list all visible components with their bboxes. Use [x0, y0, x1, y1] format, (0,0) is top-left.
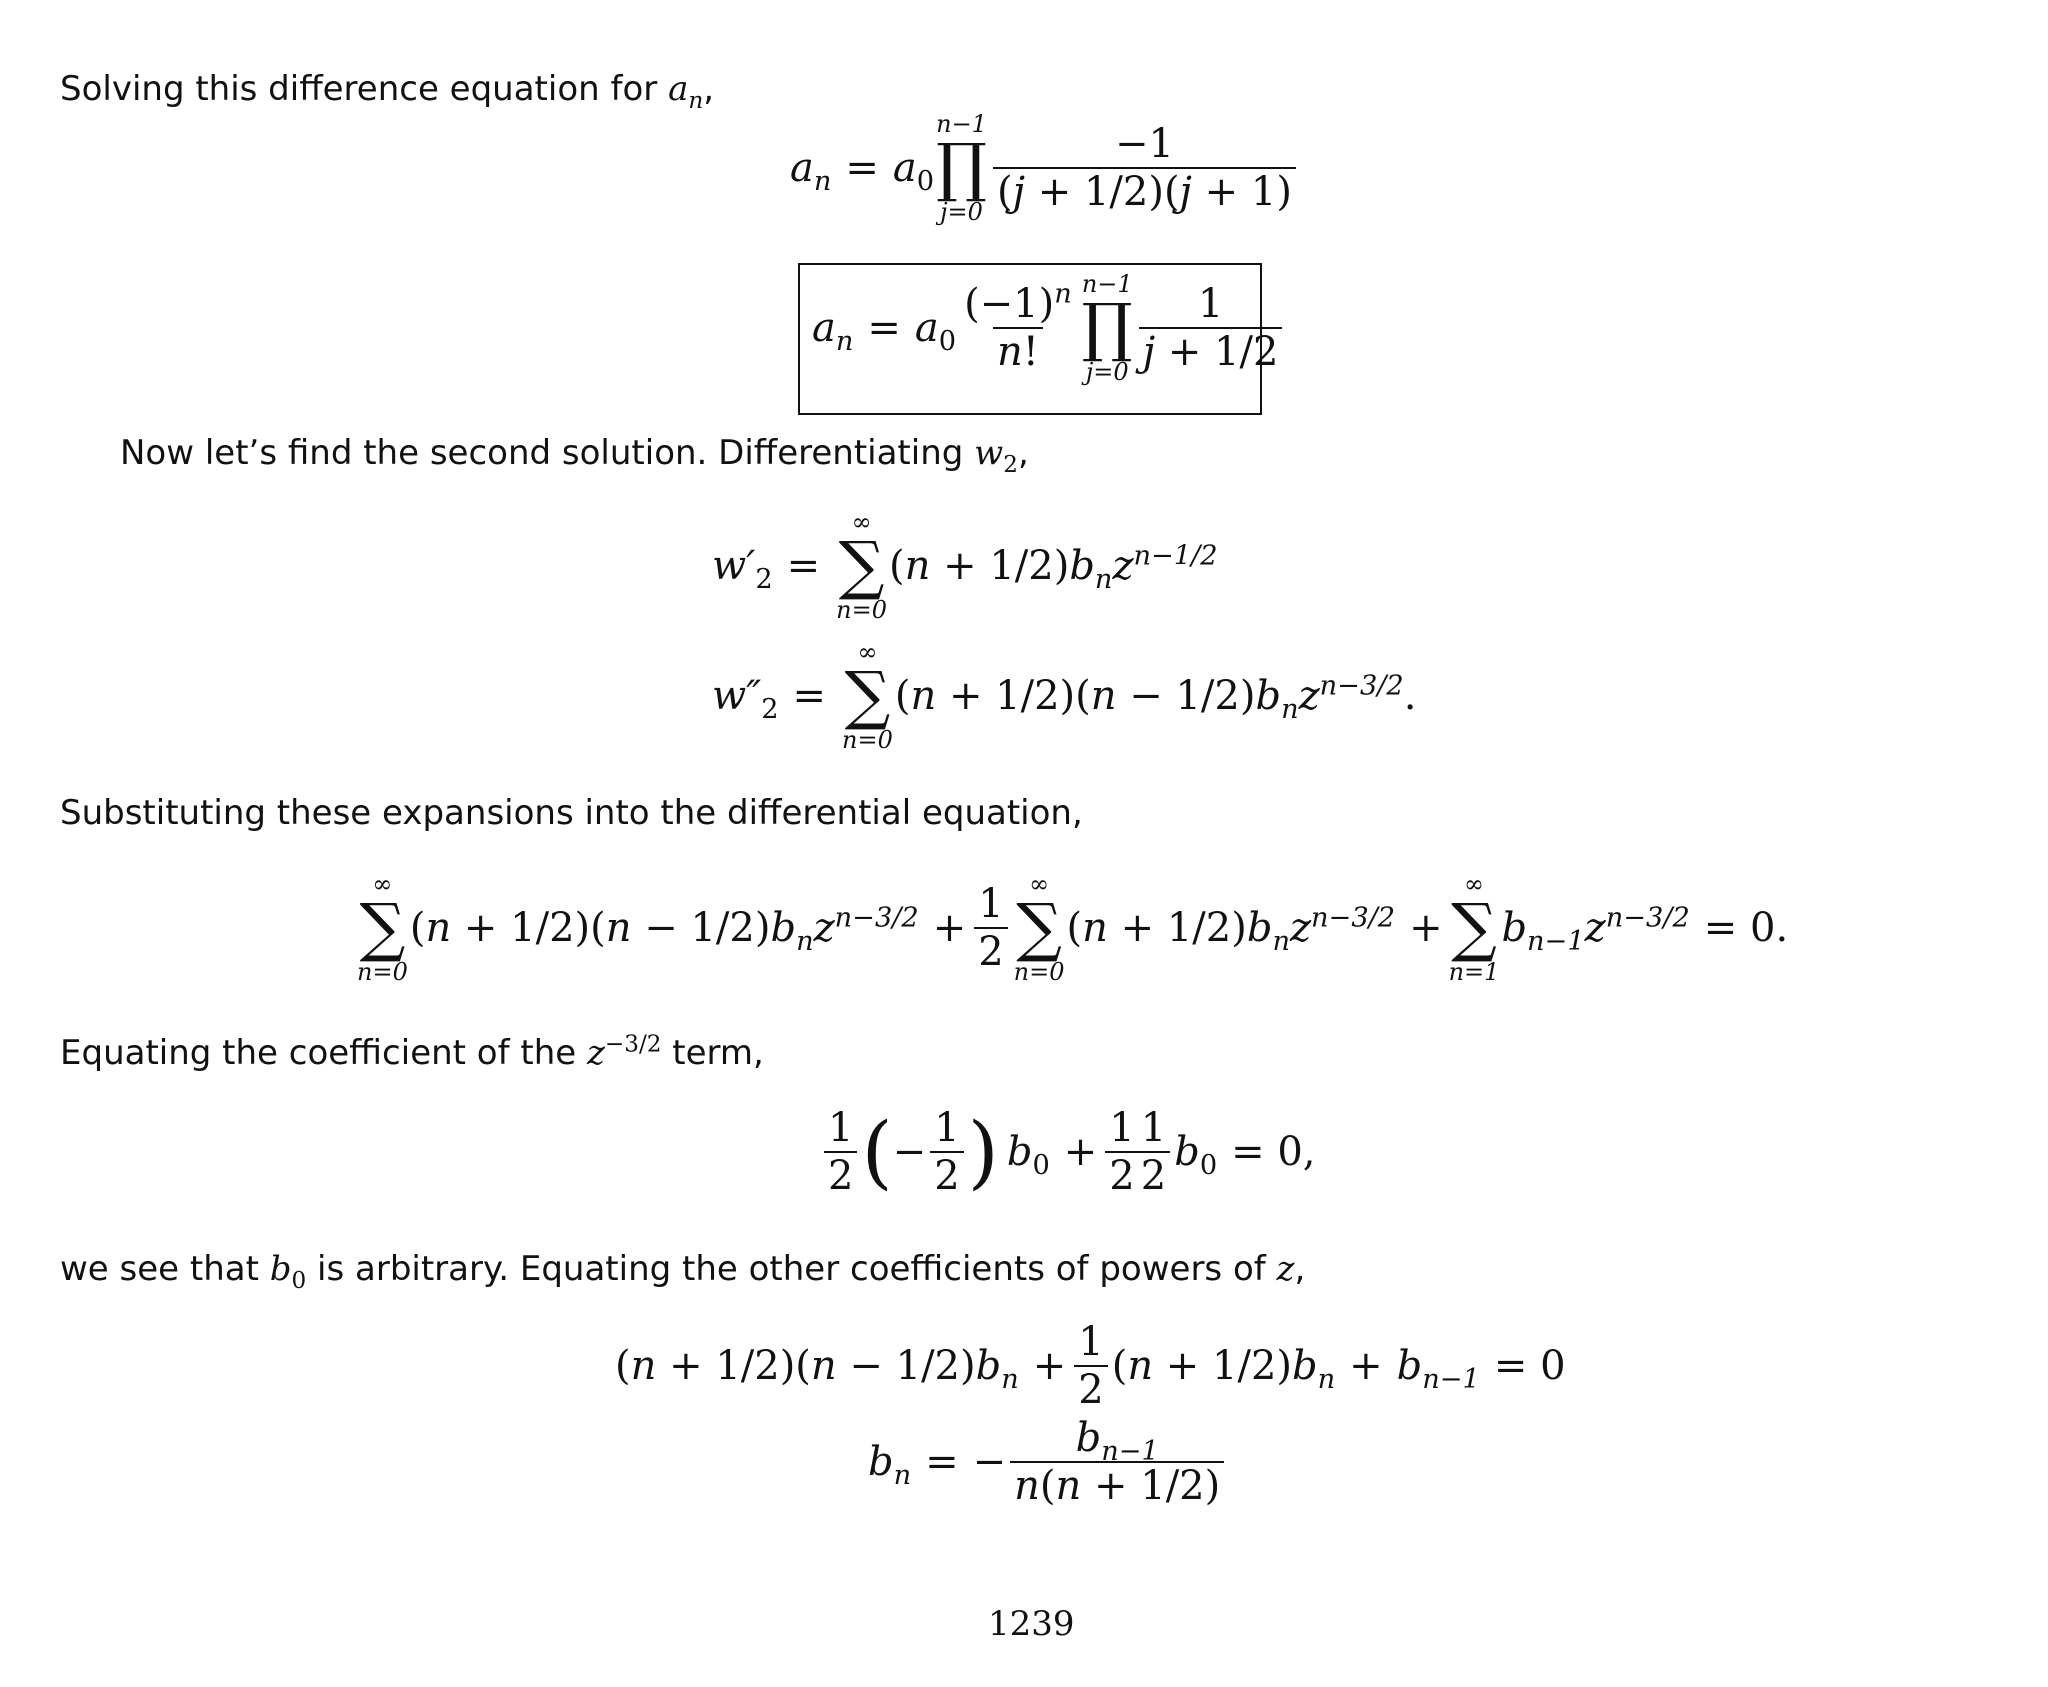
intro-text: Solving this difference equation for [60, 69, 658, 109]
equation-an-product: $a_n$ = $a_0$ n−1 ∏ j=0 $\frac{-1}{(j + 1/2)(j + 1)}$ [790, 112, 1300, 224]
arbitrary-sentence: we see that $b_0$ is arbitrary. Equating the other coefficients of powers of z, [60, 1249, 1306, 1294]
equating-text-b: term, [672, 1033, 764, 1073]
arbitrary-text-b: is arbitrary. Equating the other coefficients of powers of [317, 1249, 1266, 1289]
equation-series-sum: ∞ ∑ n=0 $(n + 1/2)(n - 1/2)b_nz^{n-3/2}$ + $\frac{1}{2}$ ∞ ∑ n=0 $(n + 1/2)b_nz^{n-3/2}$ + ∞ ∑ n=1 $b_{n-1}z^{n-3/2}$ = 0. [357, 870, 1789, 986]
equation-w2-prime: $w'_2$ = ∞ ∑ n=0 $(n + 1/2)b_nz^{n-1/2}$ [712, 508, 1218, 624]
equating-coefficient-sentence: Equating the coefficient of the $z^{-3/2}$ term, [60, 1031, 764, 1073]
equation-w2-double-prime: $w''_2$ = ∞ ∑ n=0 $(n + 1/2)(n - 1/2)b_nz^{n-3/2}$. [712, 638, 1417, 754]
equation-b0-coefficient: $\frac{1}{2}$ ( − $\frac{1}{2}$ ) $b_0$ + $\frac{1}{2}$ $\frac{1}{2}$ $b_0$ = 0, [820, 1108, 1316, 1196]
second-solution-sentence: Now let’s find the second solution. Differentiating $w_2$, [120, 433, 1029, 478]
equation-recurrence: $(n + 1/2)(n - 1/2)b_n$ + $\frac{1}{2}$ $(n + 1/2)b_n$ + $b_{n-1}$ = 0 [615, 1319, 1566, 1413]
equation-bn: $b_n$ = − $\frac{b_{n-1}}{n(n + 1/2)}$ [868, 1418, 1228, 1506]
a-n-symbol: $a_n$ [668, 69, 704, 114]
second-solution-text: Now let’s find the second solution. Differentiating [120, 433, 964, 473]
arbitrary-text-a: we see that [60, 1249, 259, 1289]
page-number: 1239 [988, 1604, 1075, 1644]
intro-sentence: Solving this difference equation for $a_n$, [60, 69, 715, 114]
substituting-sentence [60, 793, 1083, 833]
equation-an-boxed: $a_n$ = $a_0$ $\frac{(-1)^n}{n!}$ n−1 ∏ j=0 $\frac{1}{j + 1/2}$ [812, 272, 1286, 384]
equating-text-a: Equating the coefficient of the [60, 1033, 577, 1073]
substituting-text: Substituting these expansions into the differential equation, [60, 793, 1083, 833]
